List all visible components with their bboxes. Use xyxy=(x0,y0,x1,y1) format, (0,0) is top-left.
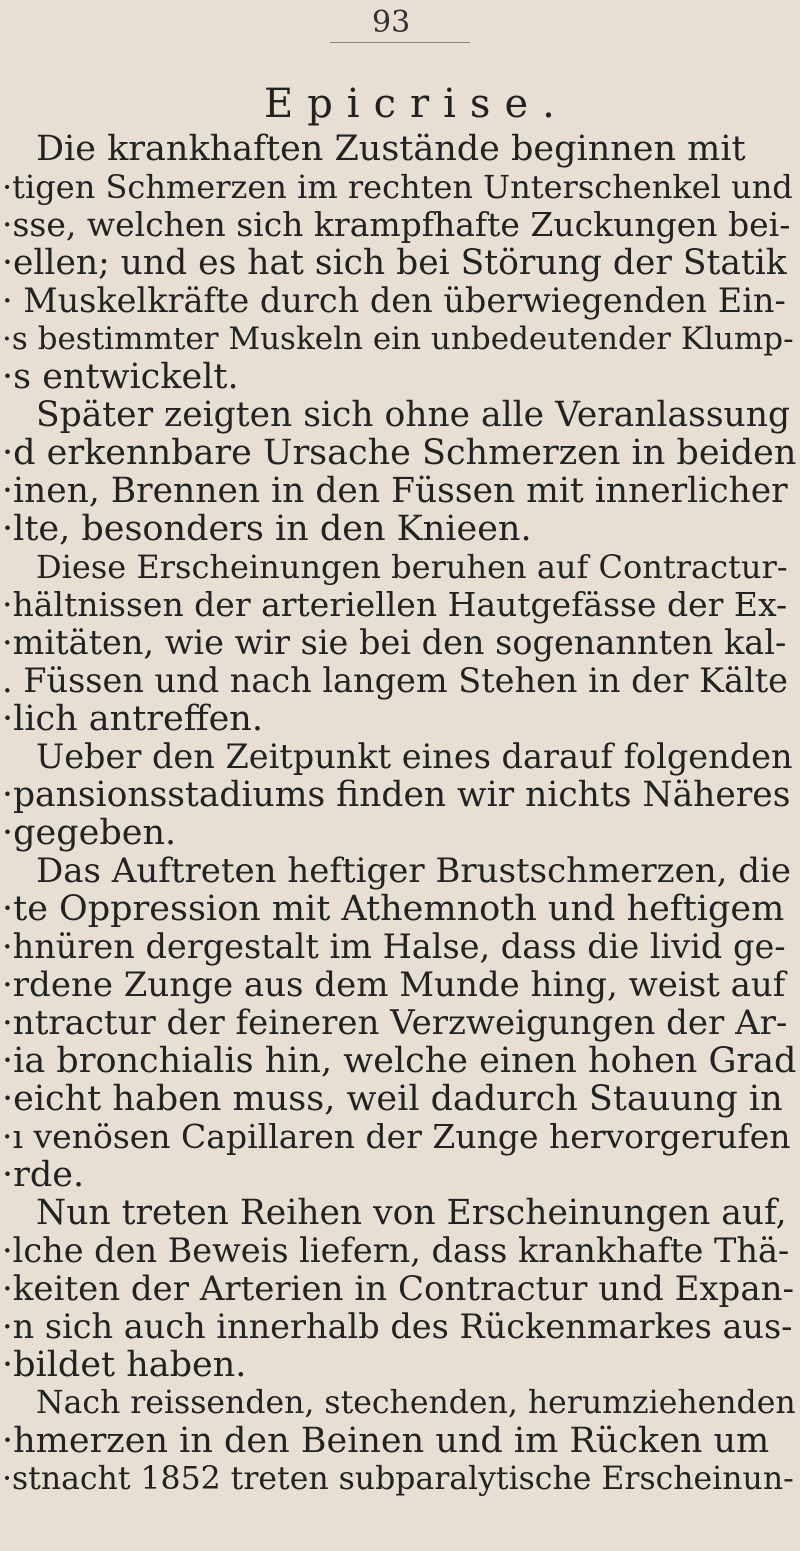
text-line: ·d erkennbare Ursache Schmerzen in beiden xyxy=(2,433,797,473)
text-line: ·ellen; und es hat sich bei Störung der Statik xyxy=(2,243,787,283)
text-line: ·lich antreffen. xyxy=(2,699,263,739)
text-line: ·ı venösen Capillaren der Zunge hervorgerufen xyxy=(2,1117,791,1156)
text-line: ·s entwickelt. xyxy=(2,357,239,397)
text-line: ·tigen Schmerzen im rechten Unterschenkel und xyxy=(2,168,793,206)
text-line: ·eicht haben muss, weil dadurch Stauung in xyxy=(2,1079,783,1119)
text-line: ·gegeben. xyxy=(2,813,177,853)
header-rule xyxy=(330,42,470,43)
text-line: ·mitäten, wie wir sie bei den sogenannten kal- xyxy=(2,623,787,662)
section-heading: Epicrise. xyxy=(264,81,569,127)
text-line: Ueber den Zeitpunkt eines darauf folgenden xyxy=(36,737,793,776)
text-line: ·sse, welchen sich krampfhafte Zuckungen bei- xyxy=(2,205,791,244)
text-line: ·rdene Zunge aus dem Munde hing, weist auf xyxy=(2,965,786,1005)
text-line: ·ntractur der feineren Verzweigungen der Ar- xyxy=(2,1003,788,1043)
text-line: ·hnüren dergestalt im Halse, dass die livid ge- xyxy=(2,927,786,966)
text-line: Die krankhaften Zustände beginnen mit xyxy=(36,129,746,169)
text-line: ·inen, Brennen in den Füssen mit innerlicher xyxy=(2,471,788,511)
text-line: ·hmerzen in den Beinen und im Rücken um xyxy=(2,1421,770,1461)
text-line: ·lche den Beweis liefern, dass krankhafte Thä- xyxy=(2,1231,790,1270)
text-line: ·hältnissen der arteriellen Hautgefässe der Ex- xyxy=(2,585,788,624)
text-line: Später zeigten sich ohne alle Veranlassung xyxy=(36,395,791,435)
text-line: ·ia bronchialis hin, welche einen hohen Grad xyxy=(2,1041,797,1081)
page-number: 93 xyxy=(372,5,411,40)
text-line: ·te Oppression mit Athemnoth und heftigem xyxy=(2,889,785,929)
text-line: ·lte, besonders in den Knieen. xyxy=(2,509,532,549)
text-line: ·bildet haben. xyxy=(2,1345,247,1385)
text-line: ·n sich auch innerhalb des Rückenmarkes aus- xyxy=(2,1307,793,1346)
text-line: Nun treten Reihen von Erscheinungen auf, xyxy=(36,1193,787,1233)
text-line: . Füssen und nach langem Stehen in der Kälte xyxy=(2,661,789,700)
text-line: Das Auftreten heftiger Brustschmerzen, die xyxy=(36,851,791,891)
text-line: · Muskelkräfte durch den überwiegenden Ein- xyxy=(2,281,786,320)
text-line: ·rde. xyxy=(2,1155,85,1195)
text-line: Diese Erscheinungen beruhen auf Contractur- xyxy=(36,548,788,586)
text-line: ·pansionsstadiums finden wir nichts Näheres xyxy=(2,775,791,815)
text-line: ·s bestimmter Muskeln ein unbedeutender Klump- xyxy=(2,321,794,357)
text-line: Nach reissenden, stechenden, herumziehenden xyxy=(36,1385,796,1421)
text-line: ·keiten der Arterien in Contractur und Expan- xyxy=(2,1269,794,1309)
text-line: ·stnacht 1852 treten subparalytische Erscheinun- xyxy=(2,1461,794,1497)
